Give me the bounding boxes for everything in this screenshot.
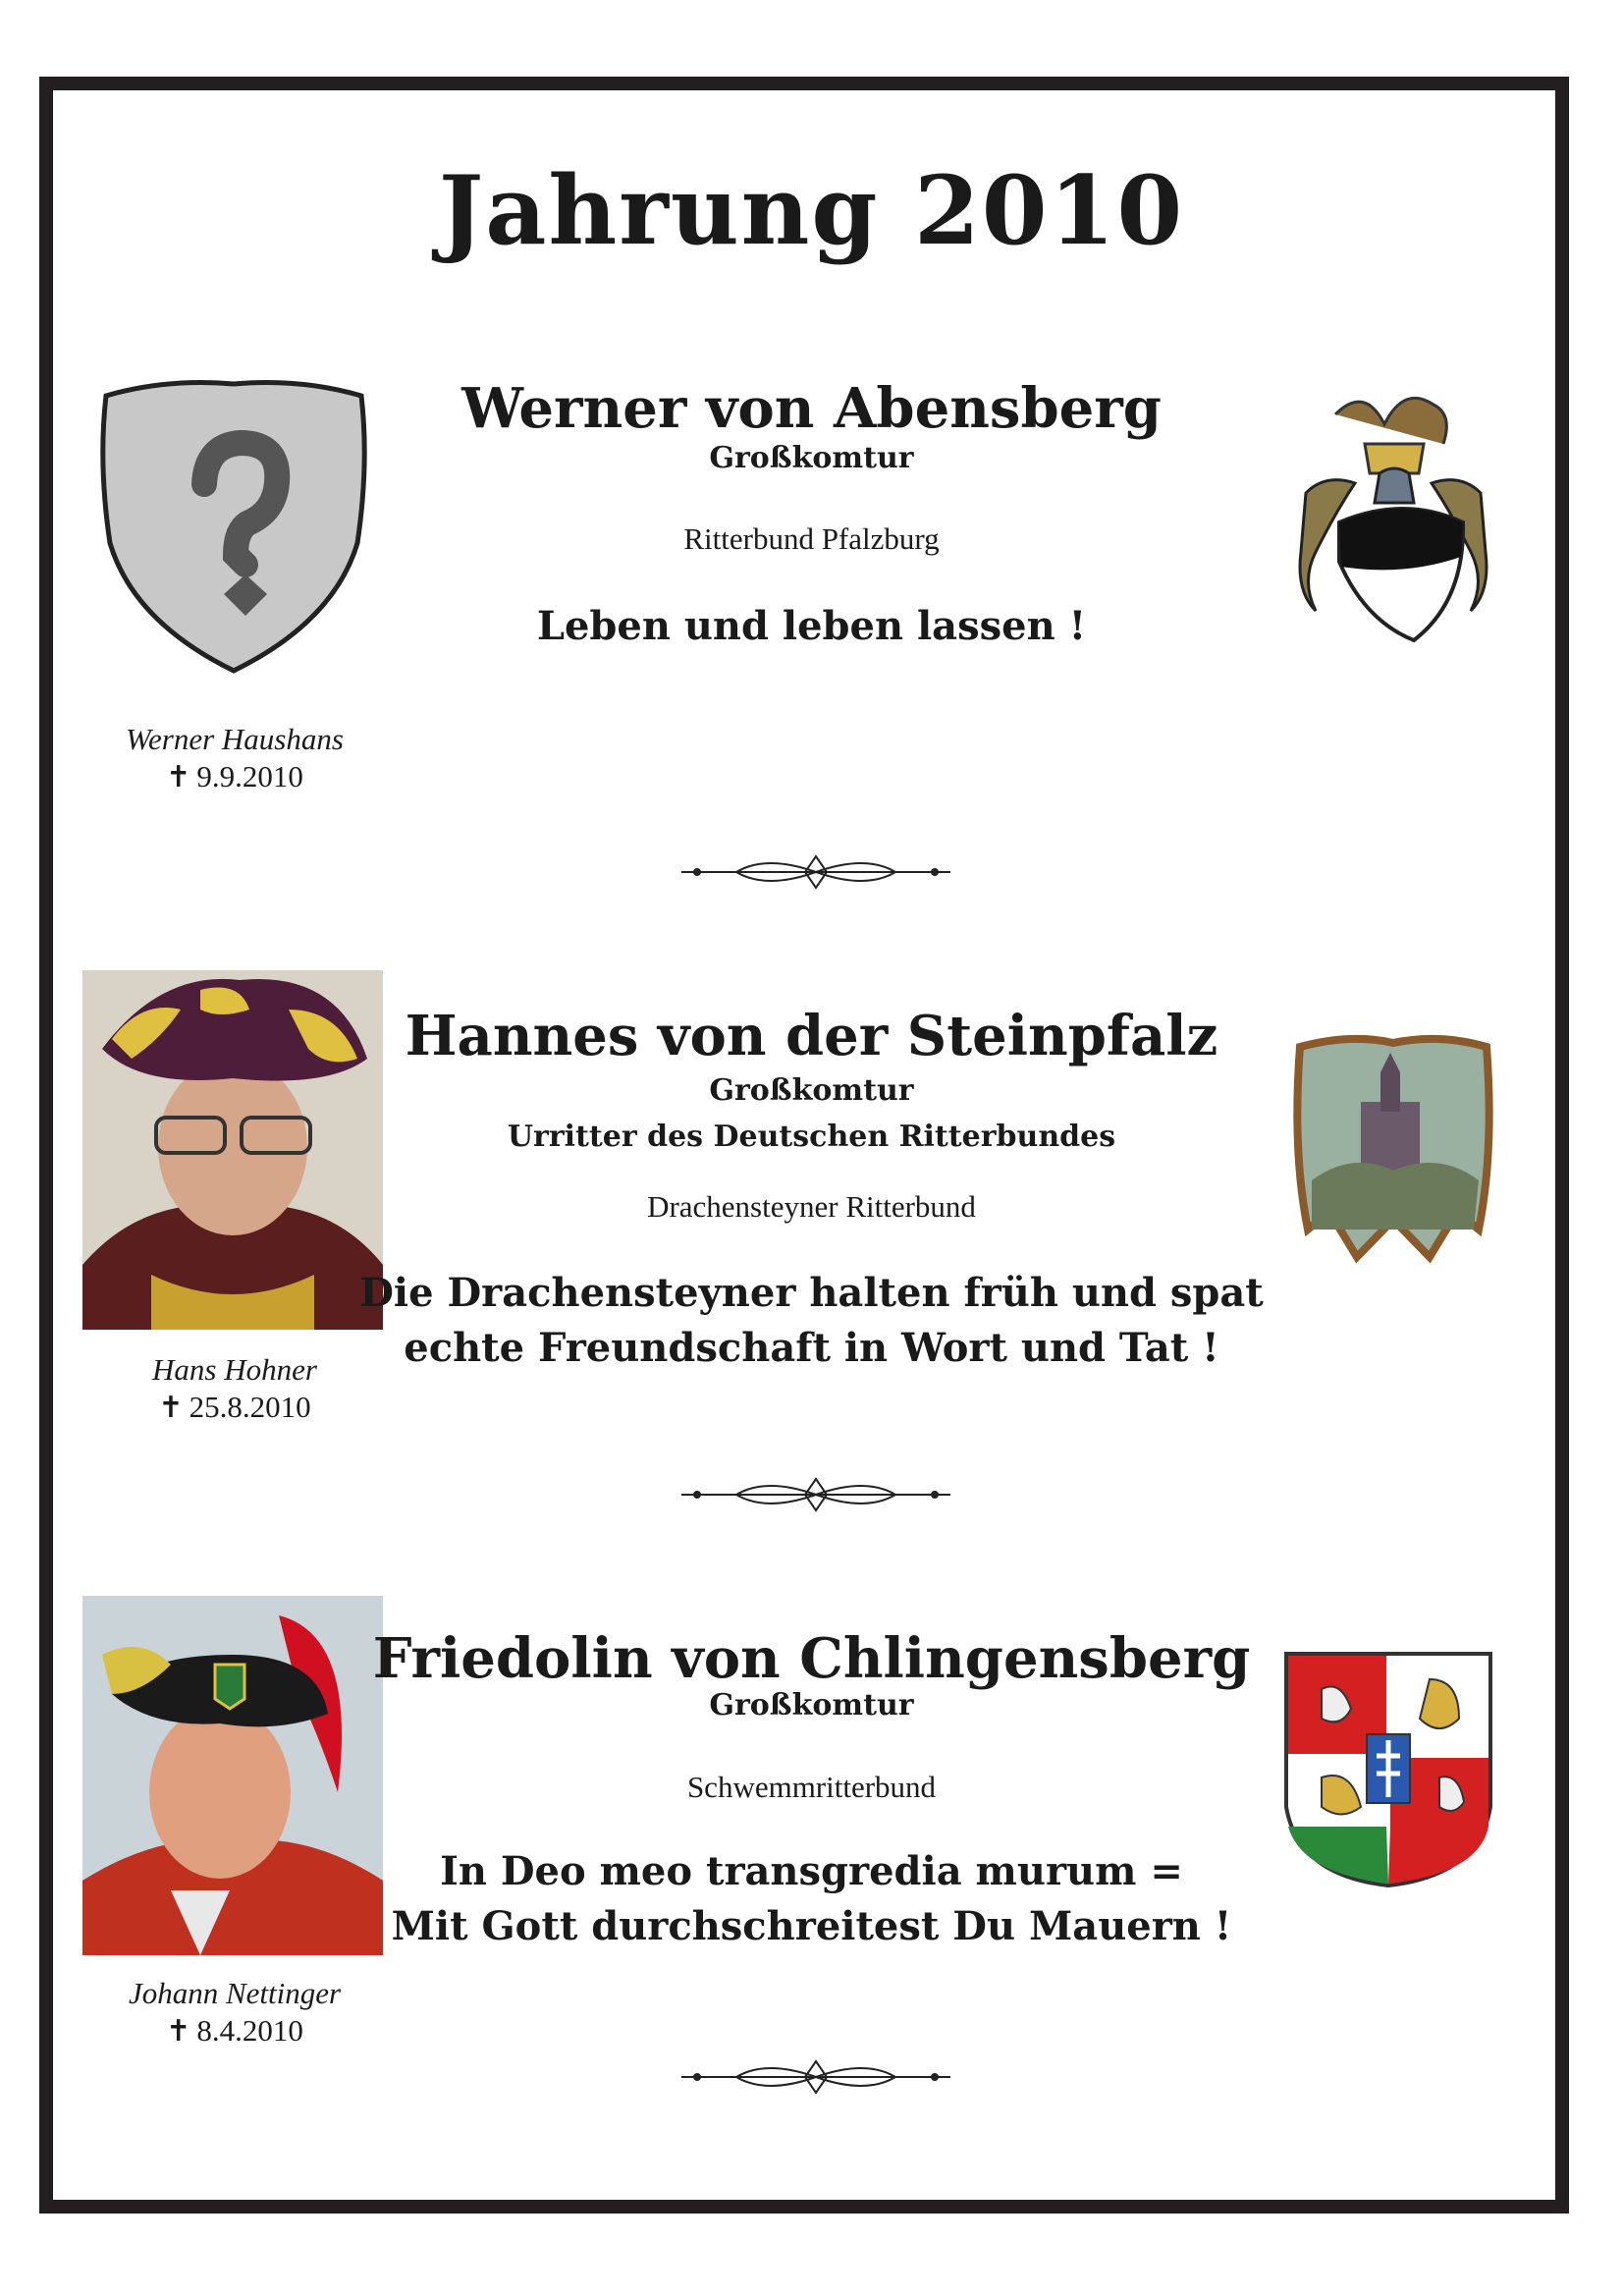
knight-rank: Großkomtur xyxy=(709,441,914,475)
cross-icon: ✝ xyxy=(166,2014,191,2049)
cross-icon: ✝ xyxy=(166,760,191,794)
club-name: Drachensteyner Ritterbund xyxy=(647,1189,976,1224)
knight-name: Hannes von der Steinpfalz xyxy=(405,1004,1218,1068)
death-date-line xyxy=(82,1389,387,1427)
page-title: Jahrung 2010 xyxy=(438,155,1185,266)
ornament-divider-icon xyxy=(677,2055,954,2099)
motto-line-1: Leben und leben lassen ! xyxy=(536,603,1087,649)
knight-rank: Großkomtur xyxy=(709,1073,914,1108)
person-name: Johann Nettinger xyxy=(128,1976,342,2010)
death-date-line xyxy=(82,2012,387,2050)
knight-rank-secondary: Urritter des Deutschen Ritterbundes xyxy=(507,1120,1116,1154)
knight-name: Werner von Abensberg xyxy=(461,376,1162,441)
death-date: 8.4.2010 xyxy=(196,2013,303,2048)
person-name: Hans Hohner xyxy=(152,1352,317,1387)
ornament-divider-icon xyxy=(677,1473,954,1516)
motto-line-2: echte Freundschaft in Wort und Tat ! xyxy=(404,1325,1219,1371)
quartered-coat-of-arms-icon xyxy=(1282,1650,1494,1889)
person-name: Werner Haushans xyxy=(126,722,344,756)
motto-line-2: Mit Gott durchschreitest Du Mauern ! xyxy=(391,1903,1232,1949)
death-date: 9.9.2010 xyxy=(196,759,303,793)
death-date-line xyxy=(82,758,387,796)
heraldic-crest-icon xyxy=(1296,385,1490,652)
knight-rank: Großkomtur xyxy=(709,1688,914,1722)
person-info xyxy=(82,1351,387,1427)
club-name: Schwemmritterbund xyxy=(686,1770,937,1804)
person-info xyxy=(82,721,387,796)
motto-line-1: In Deo meo transgredia murum = xyxy=(440,1848,1183,1894)
knight-name: Friedolin von Chlingensberg xyxy=(372,1626,1251,1691)
motto-line-1: Die Drachensteyner halten früh und spat xyxy=(359,1270,1264,1316)
death-date: 25.8.2010 xyxy=(189,1390,311,1424)
person-info xyxy=(82,1975,387,2050)
ornament-divider-icon xyxy=(677,850,954,894)
castle-shield-icon xyxy=(1292,1033,1494,1269)
cross-icon: ✝ xyxy=(158,1391,184,1425)
club-name: Ritterbund Pfalzburg xyxy=(683,521,940,556)
